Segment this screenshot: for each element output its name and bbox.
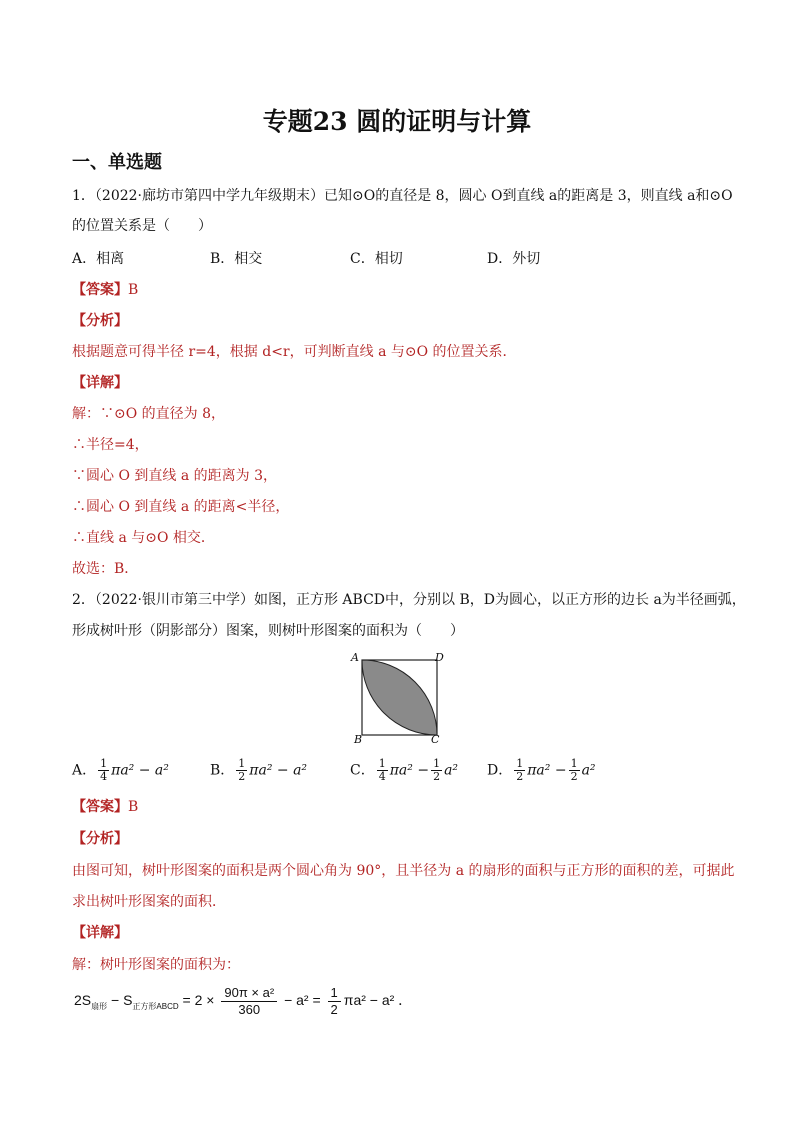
leaf-shaded-region bbox=[362, 660, 437, 735]
numerator: 1 bbox=[433, 757, 441, 770]
numerator: 1 bbox=[570, 757, 578, 770]
q2-option-a bbox=[72, 758, 169, 783]
denominator: 2 bbox=[238, 770, 246, 783]
q2-option-d bbox=[487, 758, 596, 783]
vertex-label-a: A bbox=[351, 651, 359, 664]
formula-term: − a² = bbox=[284, 992, 321, 1009]
numerator: 1 bbox=[238, 757, 246, 770]
numerator: 1 bbox=[516, 757, 524, 770]
vertex-label-c: C bbox=[431, 733, 440, 746]
option-expression: πa² − a² bbox=[111, 762, 169, 779]
q2-option-c bbox=[350, 758, 458, 783]
q1-option-d: D．外切 bbox=[487, 251, 541, 267]
q1-detail-line: 故选：B． bbox=[72, 561, 139, 577]
q1-option-c: C．相切 bbox=[350, 251, 403, 267]
option-expression: πa² − bbox=[389, 762, 430, 779]
q1-answer bbox=[72, 280, 138, 300]
q2-stem-line2: 形成树叶形（阴影部分）图案，则树叶形图案的面积为（ ） bbox=[72, 623, 464, 639]
answer-label: 【答案】 bbox=[72, 282, 128, 298]
q1-option-a: A．相离 bbox=[72, 251, 125, 267]
numerator: 1 bbox=[378, 757, 386, 770]
denominator: 4 bbox=[378, 770, 386, 783]
formula-subscript: 正方形ABCD bbox=[132, 1002, 179, 1011]
vertex-label-b: B bbox=[354, 733, 363, 746]
fraction bbox=[569, 758, 580, 783]
q2-analysis-line2: 求出树叶形图案的面积． bbox=[72, 894, 226, 910]
option-expression: πa² − bbox=[527, 762, 567, 779]
q2-stem-line1: 2．（2022·银川市第三中学）如图，正方形 ABCD中，分别以 B，D为圆心，以正方形的边长 a为半径画弧， bbox=[72, 592, 746, 608]
q2-detail-line: 解：树叶形图案的面积为： bbox=[72, 957, 240, 973]
q1-detail-line: ∴圆心 O 到直线 a 的距离<半径， bbox=[72, 499, 290, 515]
formula-subscript: 扇形 bbox=[91, 1002, 108, 1011]
denominator: 4 bbox=[100, 770, 108, 783]
fraction bbox=[514, 758, 525, 783]
q1-detail-line: ∴半径=4， bbox=[72, 437, 149, 453]
formula-term: πa² − a² ． bbox=[343, 992, 413, 1009]
denominator: 2 bbox=[516, 770, 524, 783]
denominator: 2 bbox=[570, 770, 578, 783]
q2-option-b bbox=[210, 758, 307, 783]
numerator: 1 bbox=[100, 757, 108, 770]
page-title: 专题23 圆的证明与计算 bbox=[262, 107, 532, 136]
q1-option-b: B．相交 bbox=[210, 251, 263, 267]
q1-stem-line1: 1．（2022·廊坊市第四中学九年级期末）已知⊙O的直径是 8，圆心 O到直线 a的距离是 3，则直线 a和⊙O bbox=[72, 188, 733, 204]
q2-analysis-label: 【分析】 bbox=[72, 831, 128, 847]
formula-term: = 2 × bbox=[178, 992, 215, 1009]
formula-term: − S bbox=[107, 992, 133, 1009]
answer-value: B bbox=[128, 799, 139, 815]
q2-detail-label: 【详解】 bbox=[72, 925, 128, 941]
section-heading: 一、单选题 bbox=[72, 152, 162, 173]
fraction bbox=[431, 758, 442, 783]
fraction bbox=[236, 758, 247, 783]
fraction bbox=[377, 758, 388, 783]
fraction bbox=[98, 758, 109, 783]
option-prefix: B． bbox=[210, 762, 235, 779]
option-prefix: C． bbox=[350, 762, 375, 779]
option-expression: a² bbox=[444, 762, 459, 779]
formula-fraction bbox=[221, 985, 277, 1018]
q1-analysis-label: 【分析】 bbox=[72, 313, 128, 329]
answer-value: B bbox=[128, 282, 139, 298]
q1-detail-line: 解：∵⊙O 的直径为 8， bbox=[72, 406, 226, 422]
area-formula bbox=[74, 985, 412, 1018]
q1-detail-line: ∴直线 a 与⊙O 相交． bbox=[72, 530, 215, 546]
answer-label: 【答案】 bbox=[72, 799, 128, 815]
denominator: 360 bbox=[238, 1002, 261, 1017]
numerator: 1 bbox=[328, 985, 341, 1002]
formula-fraction bbox=[328, 985, 341, 1018]
numerator: 90π × a² bbox=[221, 985, 277, 1002]
vertex-label-d: D bbox=[435, 651, 444, 664]
q2-answer bbox=[72, 797, 138, 817]
q1-stem-line2: 的位置关系是（ ） bbox=[72, 218, 212, 234]
q1-detail-line: ∵圆心 O 到直线 a 的距离为 3， bbox=[72, 468, 277, 484]
denominator: 2 bbox=[330, 1002, 338, 1017]
option-prefix: D． bbox=[487, 762, 513, 779]
option-expression: πa² − a² bbox=[249, 762, 308, 779]
option-expression: a² bbox=[581, 762, 596, 779]
option-prefix: A． bbox=[72, 762, 97, 779]
q2-analysis-line1: 由图可知，树叶形图案的面积是两个圆心角为 90°，且半径为 a 的扇形的面积与正方形的面积的差，可据此 bbox=[72, 863, 735, 879]
q1-analysis-text: 根据题意可得半径 r=4，根据 d<r，可判断直线 a 与⊙O 的位置关系． bbox=[72, 344, 517, 360]
denominator: 2 bbox=[433, 770, 441, 783]
formula-term: 2S bbox=[74, 992, 92, 1009]
q1-detail-label: 【详解】 bbox=[72, 375, 128, 391]
